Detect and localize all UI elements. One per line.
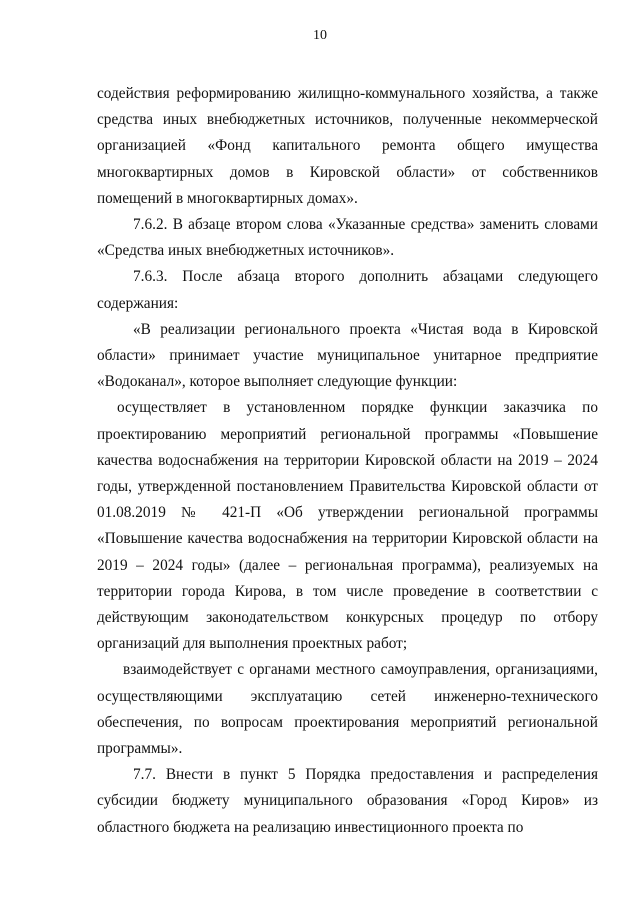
paragraph-continuation: содействия реформированию жилищно-коммунального хозяйства, а также средства иных внебюджетных источников, полученные некоммерческой организацией «Фонд капитального ремонта общего имущества многоквартирных домов в Кировской области» от собственников помещений в многоквартирных домах». <box>97 85 598 207</box>
paragraph-functions-1: осуществляет в установленном порядке функции заказчика по проектированию мероприятий региональной программы «Повышение качества водоснабжения на территории Кировской области на 2019 – 2024 годы, утвержденной постановлением Правительства Кировской области от 01.08.2019 № 421-П «Об утверждении региональной программы «Повышение качества водоснабжения на территории Кировской области на 2019 – 2024 годы» (далее – региональная программа), реализуемых на территории города Кирова, в том числе проведение в соответствии с действующим законодательством конкурсных процедур по отбору организаций для выполнения проектных работ; <box>97 399 598 653</box>
paragraph-functions-2: взаимодействует с органами местного самоуправления, организациями, осуществляющими эксплуатацию сетей инженерно-технического обеспечения, по вопросам проектирования мероприятий региональной программы». <box>97 661 598 758</box>
paragraph-quote-start: «В реализации регионального проекта «Чистая вода в Кировской области» принимает участие муниципальное унитарное предприятие «Водоканал», которое выполняет следующие функции: <box>97 320 598 391</box>
page-number: 10 <box>313 28 327 43</box>
document-body <box>97 81 598 841</box>
paragraph-7-7: 7.7. Внести в пункт 5 Порядка предоставления и распределения субсидии бюджету муниципального образования «Город Киров» из областного бюджета на реализацию инвестиционного проекта по <box>97 766 598 836</box>
paragraph-7-6-2: 7.6.2. В абзаце втором слова «Указанные средства» заменить словами «Средства иных внебюджетных источников». <box>97 216 598 260</box>
paragraph-7-6-3: 7.6.3. После абзаца второго дополнить абзацами следующего содержания: <box>97 268 598 312</box>
